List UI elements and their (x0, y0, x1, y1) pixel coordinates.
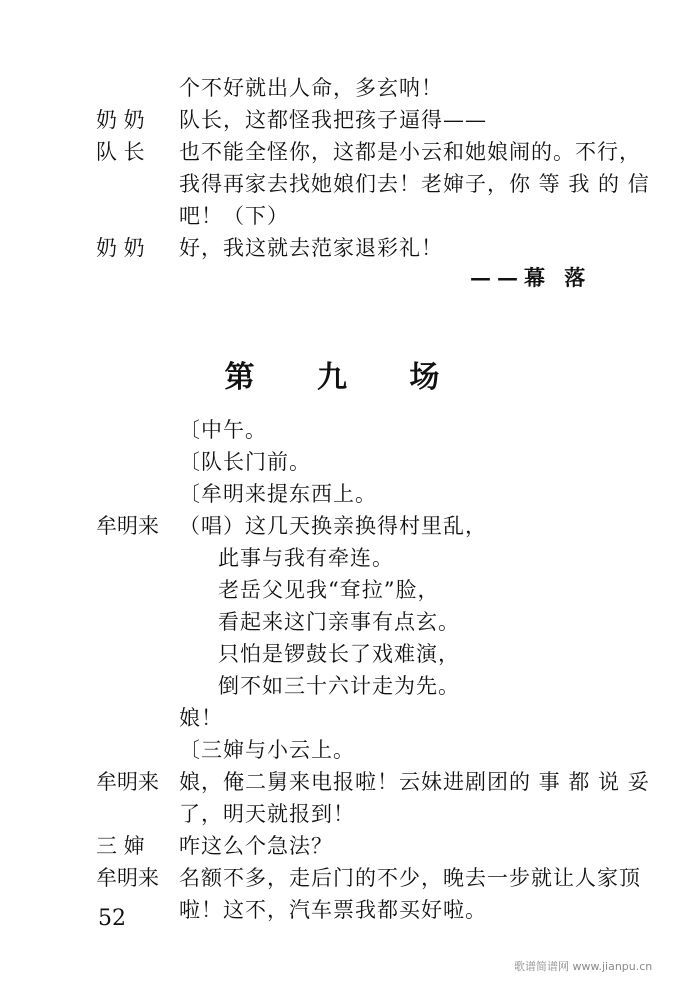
stage-direction: 〔中午。 (179, 418, 267, 442)
speaker-name: 牟明来 (96, 514, 159, 538)
song-line: 老岳父见我“耷拉”脸， (218, 578, 440, 602)
speaker-name: 奶 奶 (96, 108, 145, 132)
speaker-name: 牟明来 (96, 866, 159, 890)
dialog-line: 个不好就出人命，多玄呐！ (179, 76, 443, 100)
dialog-line: 我得再家去找她娘们去！老婶子，你 等 我 的 信 (179, 172, 650, 196)
song-line: （唱）这几天换亲换得村里乱， (179, 514, 487, 538)
speaker-name: 奶 奶 (96, 236, 145, 260)
scene-title: 第 九 场 (224, 360, 466, 395)
site-watermark: 歌谱简谱网 www.jianpu.cn (514, 960, 653, 973)
song-line: 倒不如三十六计走为先。 (218, 674, 460, 698)
stage-direction: 〔三婶与小云上。 (179, 738, 355, 762)
dialog-line: 了，明天就报到！ (179, 802, 355, 826)
stage-direction: 〔牟明来提东西上。 (179, 482, 377, 506)
dialog-line: 娘！ (179, 706, 223, 730)
curtain-falls-note: ——幕 落 (470, 265, 592, 290)
dialog-line: 吧！（下） (179, 204, 289, 228)
speaker-name: 队 长 (96, 140, 145, 164)
dialog-line: 队长，这都怪我把孩子逼得—— (179, 108, 487, 132)
dialog-line: 啦！这不，汽车票我都买好啦。 (179, 898, 487, 922)
dialog-line: 也不能全怪你，这都是小云和她娘闹的。不行， (179, 140, 641, 164)
dialog-line: 名额不多，走后门的不少，晚去一步就让人家顶 (179, 866, 641, 890)
stage-direction: 〔队长门前。 (179, 450, 311, 474)
song-line: 只怕是锣鼓长了戏难演， (218, 642, 460, 666)
dialog-line: 娘，俺二舅来电报啦！云妹进剧团的 事 都 说 妥 (179, 770, 650, 794)
speaker-name: 三 婶 (96, 834, 145, 858)
song-line: 此事与我有牵连。 (218, 546, 394, 570)
speaker-name: 牟明来 (96, 770, 159, 794)
dialog-line: 好，我这就去范家退彩礼！ (179, 236, 443, 260)
song-line: 看起来这门亲事有点玄。 (218, 610, 460, 634)
dialog-line: 咋这么个急法？ (179, 834, 333, 858)
page-number: 52 (98, 906, 126, 931)
